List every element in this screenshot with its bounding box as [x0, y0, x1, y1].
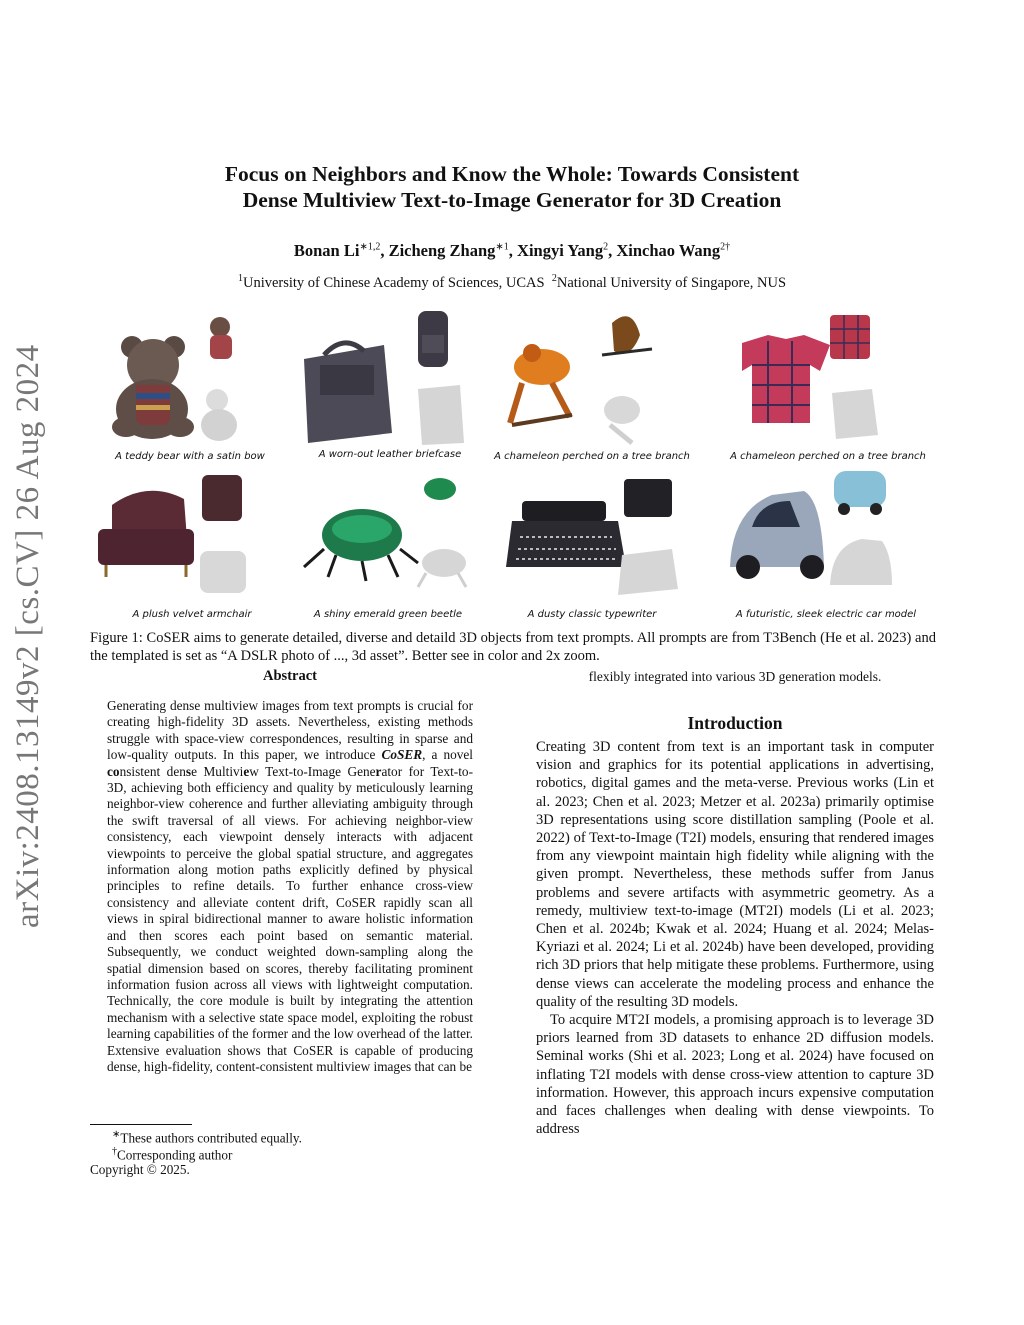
copyright: Copyright © 2025. [90, 1162, 190, 1177]
author-sup: 2† [720, 241, 731, 253]
armchair-geometry [200, 551, 246, 593]
footnote-text: These authors contributed equally. [120, 1130, 302, 1146]
author-sup: ∗1,2 [359, 241, 381, 253]
footnote-text: Corresponding author [117, 1147, 233, 1163]
shirt-render [742, 335, 830, 423]
affiliations [150, 273, 874, 292]
abstract-text: w Text-to-Image Gene [249, 763, 376, 779]
teddy-bear-render [112, 336, 194, 439]
car-small-render [834, 471, 886, 515]
author-sup: ∗1 [495, 241, 509, 253]
introduction-heading: Introduction [687, 713, 783, 733]
chameleon-geometry [604, 396, 640, 443]
armchair-render [98, 491, 194, 577]
prompt-label: A worn-out leather briefcase [318, 449, 462, 460]
abstract-text: Generating dense multiview images from text prompts is crucial for creating high-fidelity 3D assets. Nevertheless, existing methods struggle with space-view correspondences, resulting in sparse and low-quality outputs. In this paper, we introduce [107, 698, 473, 763]
footnote-mark: ∗ [112, 1129, 121, 1140]
author-sup: 2 [603, 241, 609, 253]
prompt-label: A chameleon perched on a tree branch [494, 451, 690, 462]
figure-1 [92, 305, 936, 625]
footnote-corresponding [112, 1146, 232, 1163]
typewriter-small-render [624, 479, 672, 517]
affil-sup: 1 [237, 273, 243, 284]
title-line-1: Focus on Neighbors and Know the Whole: Towards Consistent [224, 162, 800, 186]
prompt-label: A chameleon perched on a tree branch [730, 451, 926, 462]
footnote-rule [90, 1124, 192, 1125]
beetle-small-render [424, 478, 456, 500]
intro-paragraph: Creating 3D content from text is an important task in computer vision and graphics for its potential applications in advertising, robotics, digital games and the meta-verse. Previous works (Lin et al. 2023; Chen et al. 2023; Metzer et al. 2023a) primarily optimise 3D representations using score distillation sampling (Poole et al. 2022) of Text-to-Image (T2I) models, ensuring that rendered images from any viewpoint maintain high fidelity while aligning with the given prompt. Nevertheless, these methods suffer from Janus problems and severe artifacts with asymmetric geometry. As a remedy, multiview text-to-image (MT2I) models (Li et al. 2023; Chen et al. 2024b; Kwak et al. 2024; Huang et al. 2024; Melas-Kyriazi et al. 2024; Li et al. 2024b) have been developed, providing rich 3D priors that help mitigate these problems. Furthermore, using dense views can accelerate the modeling process and enhance the quality of the resulting 3D models. [536, 739, 934, 1010]
shirt-geometry [832, 389, 878, 439]
acronym-letter: r [375, 763, 382, 779]
title-line-2: Dense Multiview Text-to-Image Generator for 3D Creation [242, 188, 782, 212]
prompt-label: A futuristic, sleek electric car model [735, 609, 917, 620]
paper-title [150, 161, 874, 213]
introduction-body [536, 738, 934, 1138]
abstract-text: ator for Text-to-3D, achieving both efficiency and quality by meticulously learning neighbor-view coherence and further alleviating ambiguity through the swift traversal of all views. For achieving neighbor-view consistency, each viewpoint densely interacts with adjacent viewpoints to perceive the global spatial structure, and aggregates information along motion paths explicitly defined by physical principles to refine details. To further enhance cross-view consistency and alleviate content drift, CoSER rapidly scan all views in spiral bidirectional manner to aware holistic information and then scores each point based on semantic material. Subsequently, we conduct weighted down-sampling along the spatial dimension based on scores, thereby facilitating prominent information fusion across all views with lightweight computation. Technically, the core module is built by integrating the attention mechanism with a selective state space model, exploiting the robust learning capabilities of the former and the low overhead of the latter. Extensive evaluation shows that CoSER is capable of producing dense, high-fidelity, content-consistent multiview images that can be [107, 763, 474, 1074]
briefcase-render [304, 343, 392, 443]
car-geometry [830, 539, 892, 585]
typewriter-render [506, 501, 626, 567]
abstract-text: e Multivi [191, 763, 244, 779]
footnote-equal-contribution [112, 1129, 302, 1146]
abstract-body [107, 698, 473, 1075]
shirt-small-render [830, 315, 870, 359]
chameleon-render [510, 344, 572, 425]
author-list: Bonan $Li^{∗1,2}$, Zicheng Zhang$^{∗1}$, Xingyi Yang$^2$, Xinchao Wang$^{2\dagger}$ [293, 241, 731, 260]
prompt-label: A plush velvet armchair [132, 609, 252, 620]
prompt-label: A shiny emerald green beetle [313, 609, 463, 620]
acronym-letter: e [243, 763, 250, 779]
typewriter-geometry [618, 549, 678, 595]
author-name: Xingyi Yang [517, 241, 604, 260]
affiliation-1: University of Chinese Academy of Sciences, UCAS [242, 274, 545, 291]
affil-sup: 2 [551, 273, 557, 284]
abstract-text: , a novel [422, 747, 473, 763]
beetle-render [304, 509, 418, 581]
briefcase-geometry [418, 385, 464, 445]
acronym-letter: s [185, 763, 192, 779]
author-name: Bonan Li [293, 241, 360, 260]
footnote-mark: † [112, 1146, 117, 1157]
prompt-label: A dusty classic typewriter [527, 609, 657, 620]
abstract-text: nsistent den [119, 763, 186, 779]
beetle-geometry [418, 549, 466, 587]
author-name: Xinchao Wang [616, 241, 721, 260]
backpack-render [418, 311, 448, 367]
teddy-bear-small-render [210, 317, 232, 359]
prompt-label: A teddy bear with a satin bow [115, 451, 265, 462]
abstract-continuation: flexibly integrated into various 3D generation models. [588, 669, 882, 684]
chameleon-small-render [602, 316, 652, 355]
figure-caption: Figure 1: CoSER aims to generate detailed, diverse and detaild 3D objects from text prompts. All prompts are from T3Bench (He et al. 2023) and the templated is set as “A DSLR photo of ..., 3d asset”. Better see in color and 2x zoom. [90, 630, 936, 664]
teddy-bear-geometry [201, 389, 237, 441]
affiliation-2: National University of Singapore, NUS [556, 274, 787, 291]
abstract-heading: Abstract [263, 668, 317, 684]
acronym-letter: co [107, 763, 120, 779]
author-name: Zicheng Zhang [388, 241, 496, 260]
coser-name: CoSER [381, 747, 423, 763]
arxiv-identifier: arXiv:2408.13149v2 [cs.CV] 26 Aug 2024 [10, 344, 46, 928]
car-render [730, 491, 824, 579]
intro-paragraph: To acquire MT2I models, a promising approach is to leverage 3D priors learned from 3D datasets to enhance 2D diffusion models. Seminal works (Shi et al. 2023; Long et al. 2024) have focused on inflating T2I models with dense cross-view attention to capture 3D information. However, this approach incurs expensive computation and faces challenges when dealing with dense viewpoints. To address [536, 1012, 934, 1138]
armchair-small-render [202, 475, 242, 521]
